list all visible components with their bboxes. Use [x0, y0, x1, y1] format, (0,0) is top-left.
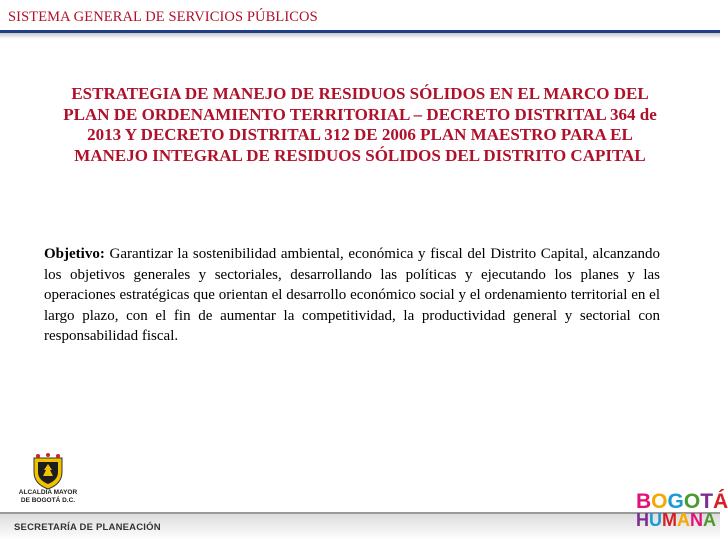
footer-secretaria: SECRETARÍA DE PLANEACIÓN	[14, 522, 161, 533]
crest-caption-line-2: DE BOGOTÁ D.C.	[20, 496, 76, 504]
logo-letter: M	[662, 510, 677, 530]
objective-text: Garantizar la sostenibilidad ambiental, económica y fiscal del Distrito Capital, alcanzando los objetivos generales y sectoriales, desarrollando las políticas y ejecutando los planes y las operaciones estratégicas que orientan el desarrollo económico social y el ordenamiento territorial en el largo plazo, con el fin de aumentar la competitividad, la productividad general y sectorial con responsabilidad fiscal.	[44, 246, 660, 344]
header-title: SISTEMA GENERAL DE SERVICIOS PÚBLICOS	[8, 9, 318, 25]
bogota-coat-of-arms-icon	[30, 452, 66, 490]
logo-letter: O	[683, 490, 701, 513]
bogota-logo-line-2	[636, 511, 716, 529]
logo-letter: U	[649, 510, 662, 530]
slide-title: ESTRATEGIA DE MANEJO DE RESIDUOS SÓLIDOS EN EL MARCO DEL PLAN DE ORDENAMIENTO TERRITORIAL – DECRETO DISTRITAL 364 de 2013 Y DECRETO DISTRITAL 312 DE 2006 PLAN MAESTRO PARA EL MANEJO INTEGRAL DE RESIDUOS SÓLIDOS DEL DISTRITO CAPITAL	[63, 84, 657, 165]
header-shadow	[0, 33, 720, 39]
logo-letter: N	[690, 510, 703, 530]
objective-label: Objetivo:	[44, 246, 105, 262]
logo-letter: H	[636, 510, 649, 530]
crest-caption-line-1: ALCALDÍA MAYOR	[18, 489, 78, 496]
logo-letter: Á	[713, 490, 728, 513]
logo-letter: A	[677, 510, 690, 530]
logo-letter: T	[700, 490, 714, 513]
logo-letter: B	[636, 490, 652, 513]
logo-letter: O	[651, 490, 668, 513]
logo-letter: A	[703, 510, 716, 530]
bogota-logo-line-1	[636, 492, 728, 512]
objective-paragraph	[44, 244, 660, 347]
logo-letter: G	[667, 490, 684, 513]
crest-caption	[14, 489, 82, 504]
